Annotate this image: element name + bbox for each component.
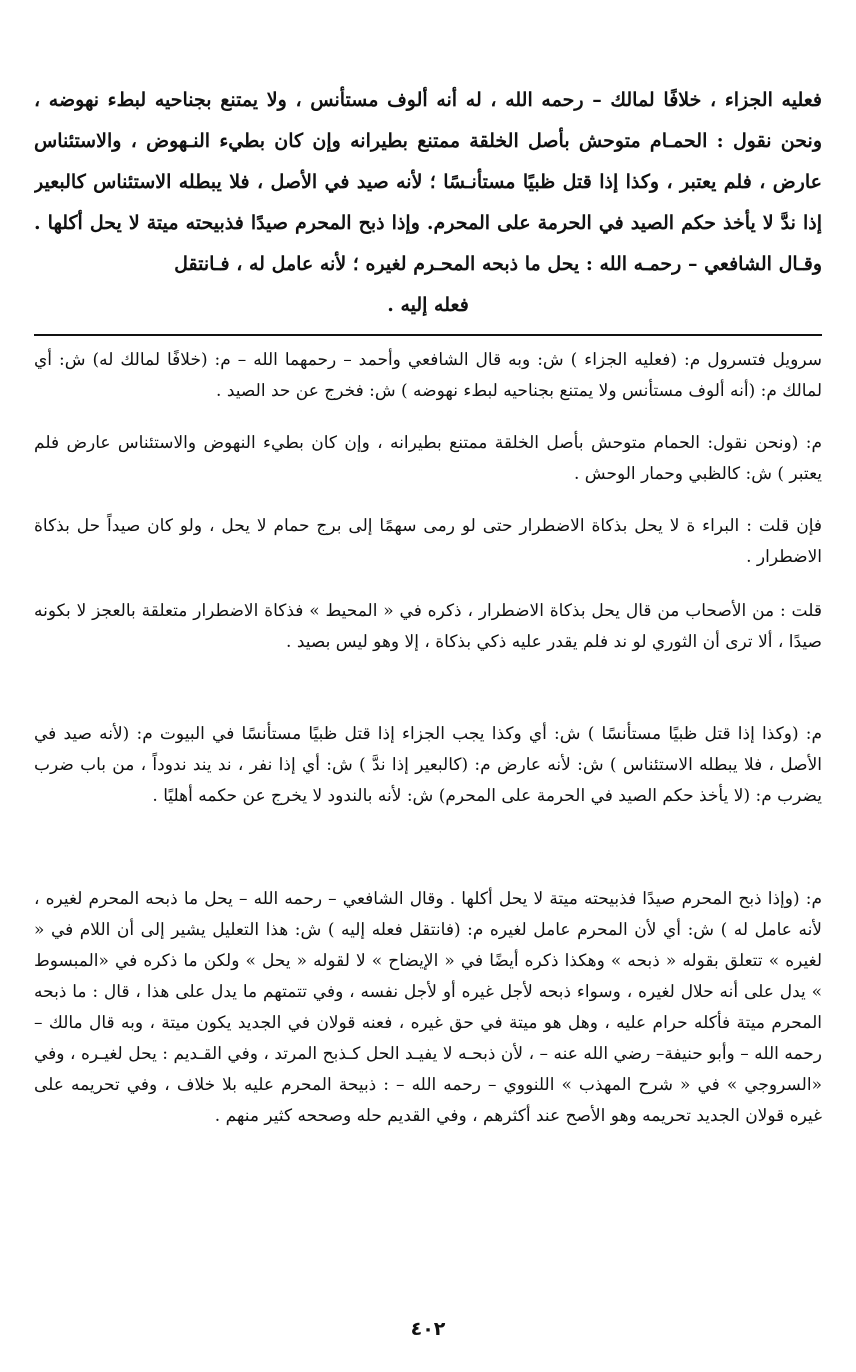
- separator-rule: [34, 334, 822, 336]
- page-number: ٤٠٢: [410, 1318, 446, 1340]
- commentary-paragraph: فإن قلت : البراء ة لا يحل بذكاة الاضطرار حتى لو رمى سهمًا إلى برج حمام لا يحل ، ولو كان صيداً حل بذكاة الاضطرار .: [34, 516, 822, 567]
- commentary-paragraph: م: (ونحن نقول: الحمام متوحش بأصل الخلقة ممتنع بطيرانه ، وإن كان بطيء النهوض والاستئناس عارض فلم يعتبر ) ش: كالظبي وحمار الوحش .: [34, 433, 822, 484]
- main-text-line: عارض ، فلم يعتبر ، وكذا إذا قتل ظبيًا مستأنـسًا ؛ لأنه صيد في الأصل ، فلا يبطله الاستئناس: [93, 171, 822, 193]
- main-text-line: ونحن نقول : الحمـام متوحش بأصل الخلقة ممتنع بطيرانه وإن كان بطيء النـهوض ، والاستئناس: [34, 130, 822, 152]
- main-text-block: [34, 80, 822, 326]
- commentary-paragraph: قلت : من الأصحاب من قال يحل بذكاة الاضطرار ، ذكره في « المحيط » فذكاة الاضطرار متعلقة بالعجز لا بكونه صيدًا ، ألا ترى أن الثوري لو ند فلم يقدر عليه ذكي بذكاة ، إلا وهو ليس بصيد .: [34, 601, 822, 652]
- main-text-line: كالبعير إذا ندَّ لا يأخذ حكم الصيد في الحرمة على المحرم. وإذا ذبح المحرم صيدًا فذبيحته ميتة لا: [34, 171, 822, 234]
- main-text-last-line: فعله إليه .: [387, 294, 469, 316]
- commentary-block: [34, 345, 822, 1294]
- main-text-line: فعليه الجزاء ، خلافًا لمالك – رحمه الله ، له أنه ألوف مستأنس ، ولا يمتنع بجناحيه لبطء نهوضه ،: [34, 89, 822, 111]
- commentary-paragraph: م: (وإذا ذبح المحرم صيدًا فذبيحته ميتة لا يحل أكلها . وقال الشافعي – رحمه الله – يحل ما ذبحه المحرم لغيره ، لأنه عامل له ) ش: أي لأن المحرم عامل لغيره م: (فانتقل فعله إليه ) ش: هذا التعليل يشير إلى أن اللام في « لغيره » تتعلق بقوله « ذبحه » وهكذا ذكره أيضًا في « الإيضاح » لا لقوله « يحل » ولكن ما ذكره في «المبسوط » يدل على أنه حلال لغيره ، وسواء ذبحه لأجل غيره أو لأجل نفسه ، وفي تتمتهم ما يدل على هذا ، قال : ما ذبحه المحرم ميتة فأكله حرام عليه ، وهل هو ميتة في حق غيره ، فعنه قولان في الجديد يكون ميتة ، وبه قال مالك – رحمه الله – وأبو حنيفة– رضي الله عنه – ، لأن ذبحـه لا يفيـد الحل كـذبح المرتد ، وفي القـديم : يحل لغيـره ، وفي «السروجي » في « شرح المهذب » اللنووي – رحمه الله – : ذبيحة المحرم عليه بلا خلاف ، وفي تحريمه على غيره قولان الجديد تحريمه وهو الأصح عند أكثرهم ، وفي القديم حله وصححه كثير منهم .: [34, 889, 822, 1126]
- main-text-line: يحل أكلها . وقـال الشافعي – رحمـه الله : يحل ما ذبحه المحـرم لغيره ؛ لأنه عامل له ، فـانتقل: [34, 212, 822, 275]
- commentary-paragraph: م: (وكذا إذا قتل ظبيًا مستأنسًا ) ش: أي وكذا يجب الجزاء إذا قتل ظبيًا مستأنسًا في البيوت م: (لأنه صيد في الأصل ، فلا يبطله الاستئناس ) ش: لأنه عارض م: (كالبعير إذا ندَّ ) ش: أي إذا نفر ، ند يند ندوداً ، من باب ضرب يضرب م: (لا يأخذ حكم الصيد في الحرمة على المحرم) ش: لأنه بالندود لا يخرج عن حكمه أهليًا .: [34, 724, 822, 806]
- commentary-paragraph: سرويل فتسرول م: (فعليه الجزاء ) ش: وبه قال الشافعي وأحمد – رحمهما الله – م: (خلافًا لمالك له) ش: أي لمالك م: (أنه ألوف مستأنس ولا يمتنع بجناحيه لبطء نهوضه ) ش: فخرج عن حد الصيد .: [34, 350, 822, 401]
